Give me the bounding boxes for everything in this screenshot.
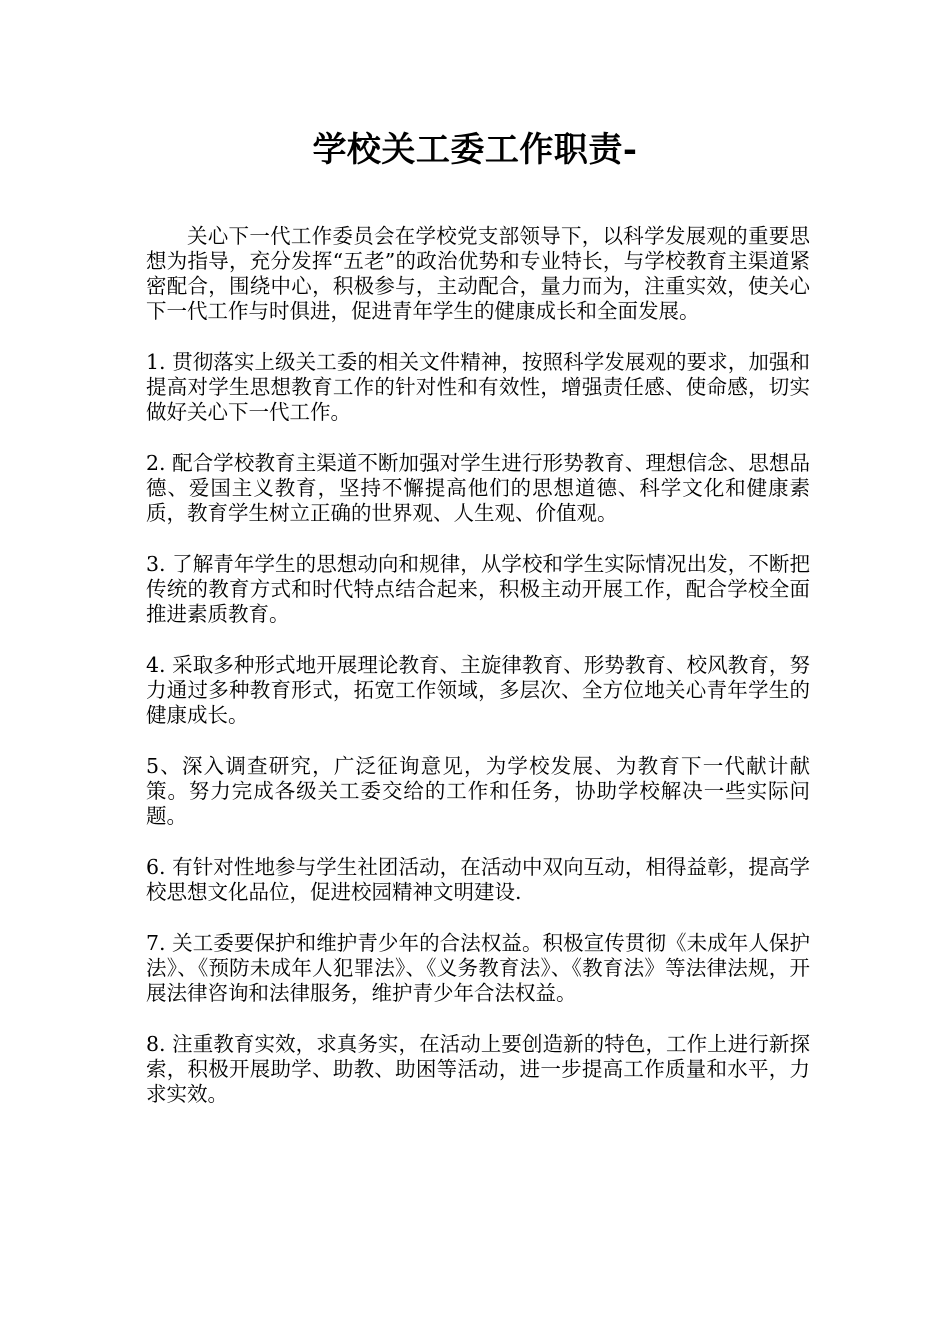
duty-item-3: 3. 了解青年学生的思想动向和规律，从学校和学生实际情况出发，不断把传统的教育方式和时代特点结合起来，积极主动开展工作，配合学校全面推进素质教育。 — [146, 552, 810, 626]
duty-item-7: 7. 关工委要保护和维护青少年的合法权益。积极宣传贯彻《未成年人保护法》、《预防未成年人犯罪法》、《义务教育法》、《教育法》等法律法规，开展法律咨询和法律服务，维护青少年合法权益。 — [146, 931, 810, 1005]
document-title: 学校关工委工作职责- — [312, 130, 638, 170]
duty-item-2: 2. 配合学校教育主渠道不断加强对学生进行形势教育、理想信念、思想品德、爱国主义教育，坚持不懈提高他们的思想道德、科学文化和健康素质，教育学生树立正确的世界观、人生观、价值观。 — [146, 451, 810, 525]
document-body — [146, 224, 810, 1133]
duty-item-8: 8. 注重教育实效，求真务实，在活动上要创造新的特色，工作上进行新探索，积极开展助学、助教、助困等活动，进一步提高工作质量和水平，力求实效。 — [146, 1032, 810, 1106]
duty-item-4: 4. 采取多种形式地开展理论教育、主旋律教育、形势教育、校风教育，努力通过多种教育形式，拓宽工作领域，多层次、全方位地关心青年学生的健康成长。 — [146, 653, 810, 727]
duty-item-5: 5、深入调查研究，广泛征询意见，为学校发展、为教育下一代献计献策。努力完成各级关工委交给的工作和任务，协助学校解决一些实际问题。 — [146, 754, 810, 828]
duty-item-1: 1. 贯彻落实上级关工委的相关文件精神，按照科学发展观的要求，加强和提高对学生思想教育工作的针对性和有效性，增强责任感、使命感，切实做好关心下一代工作。 — [146, 350, 810, 424]
duty-item-6: 6. 有针对性地参与学生社团活动，在活动中双向互动，相得益彰，提高学校思想文化品位，促进校园精神文明建设. — [146, 855, 810, 904]
intro-paragraph: 关心下一代工作委员会在学校党支部领导下，以科学发展观的重要思想为指导，充分发挥“五老”的政治优势和专业特长，与学校教育主渠道紧密配合，围绕中心，积极参与，主动配合，量力而为，注重实效，使关心下一代工作与时俱进，促进青年学生的健康成长和全面发展。 — [146, 224, 810, 323]
